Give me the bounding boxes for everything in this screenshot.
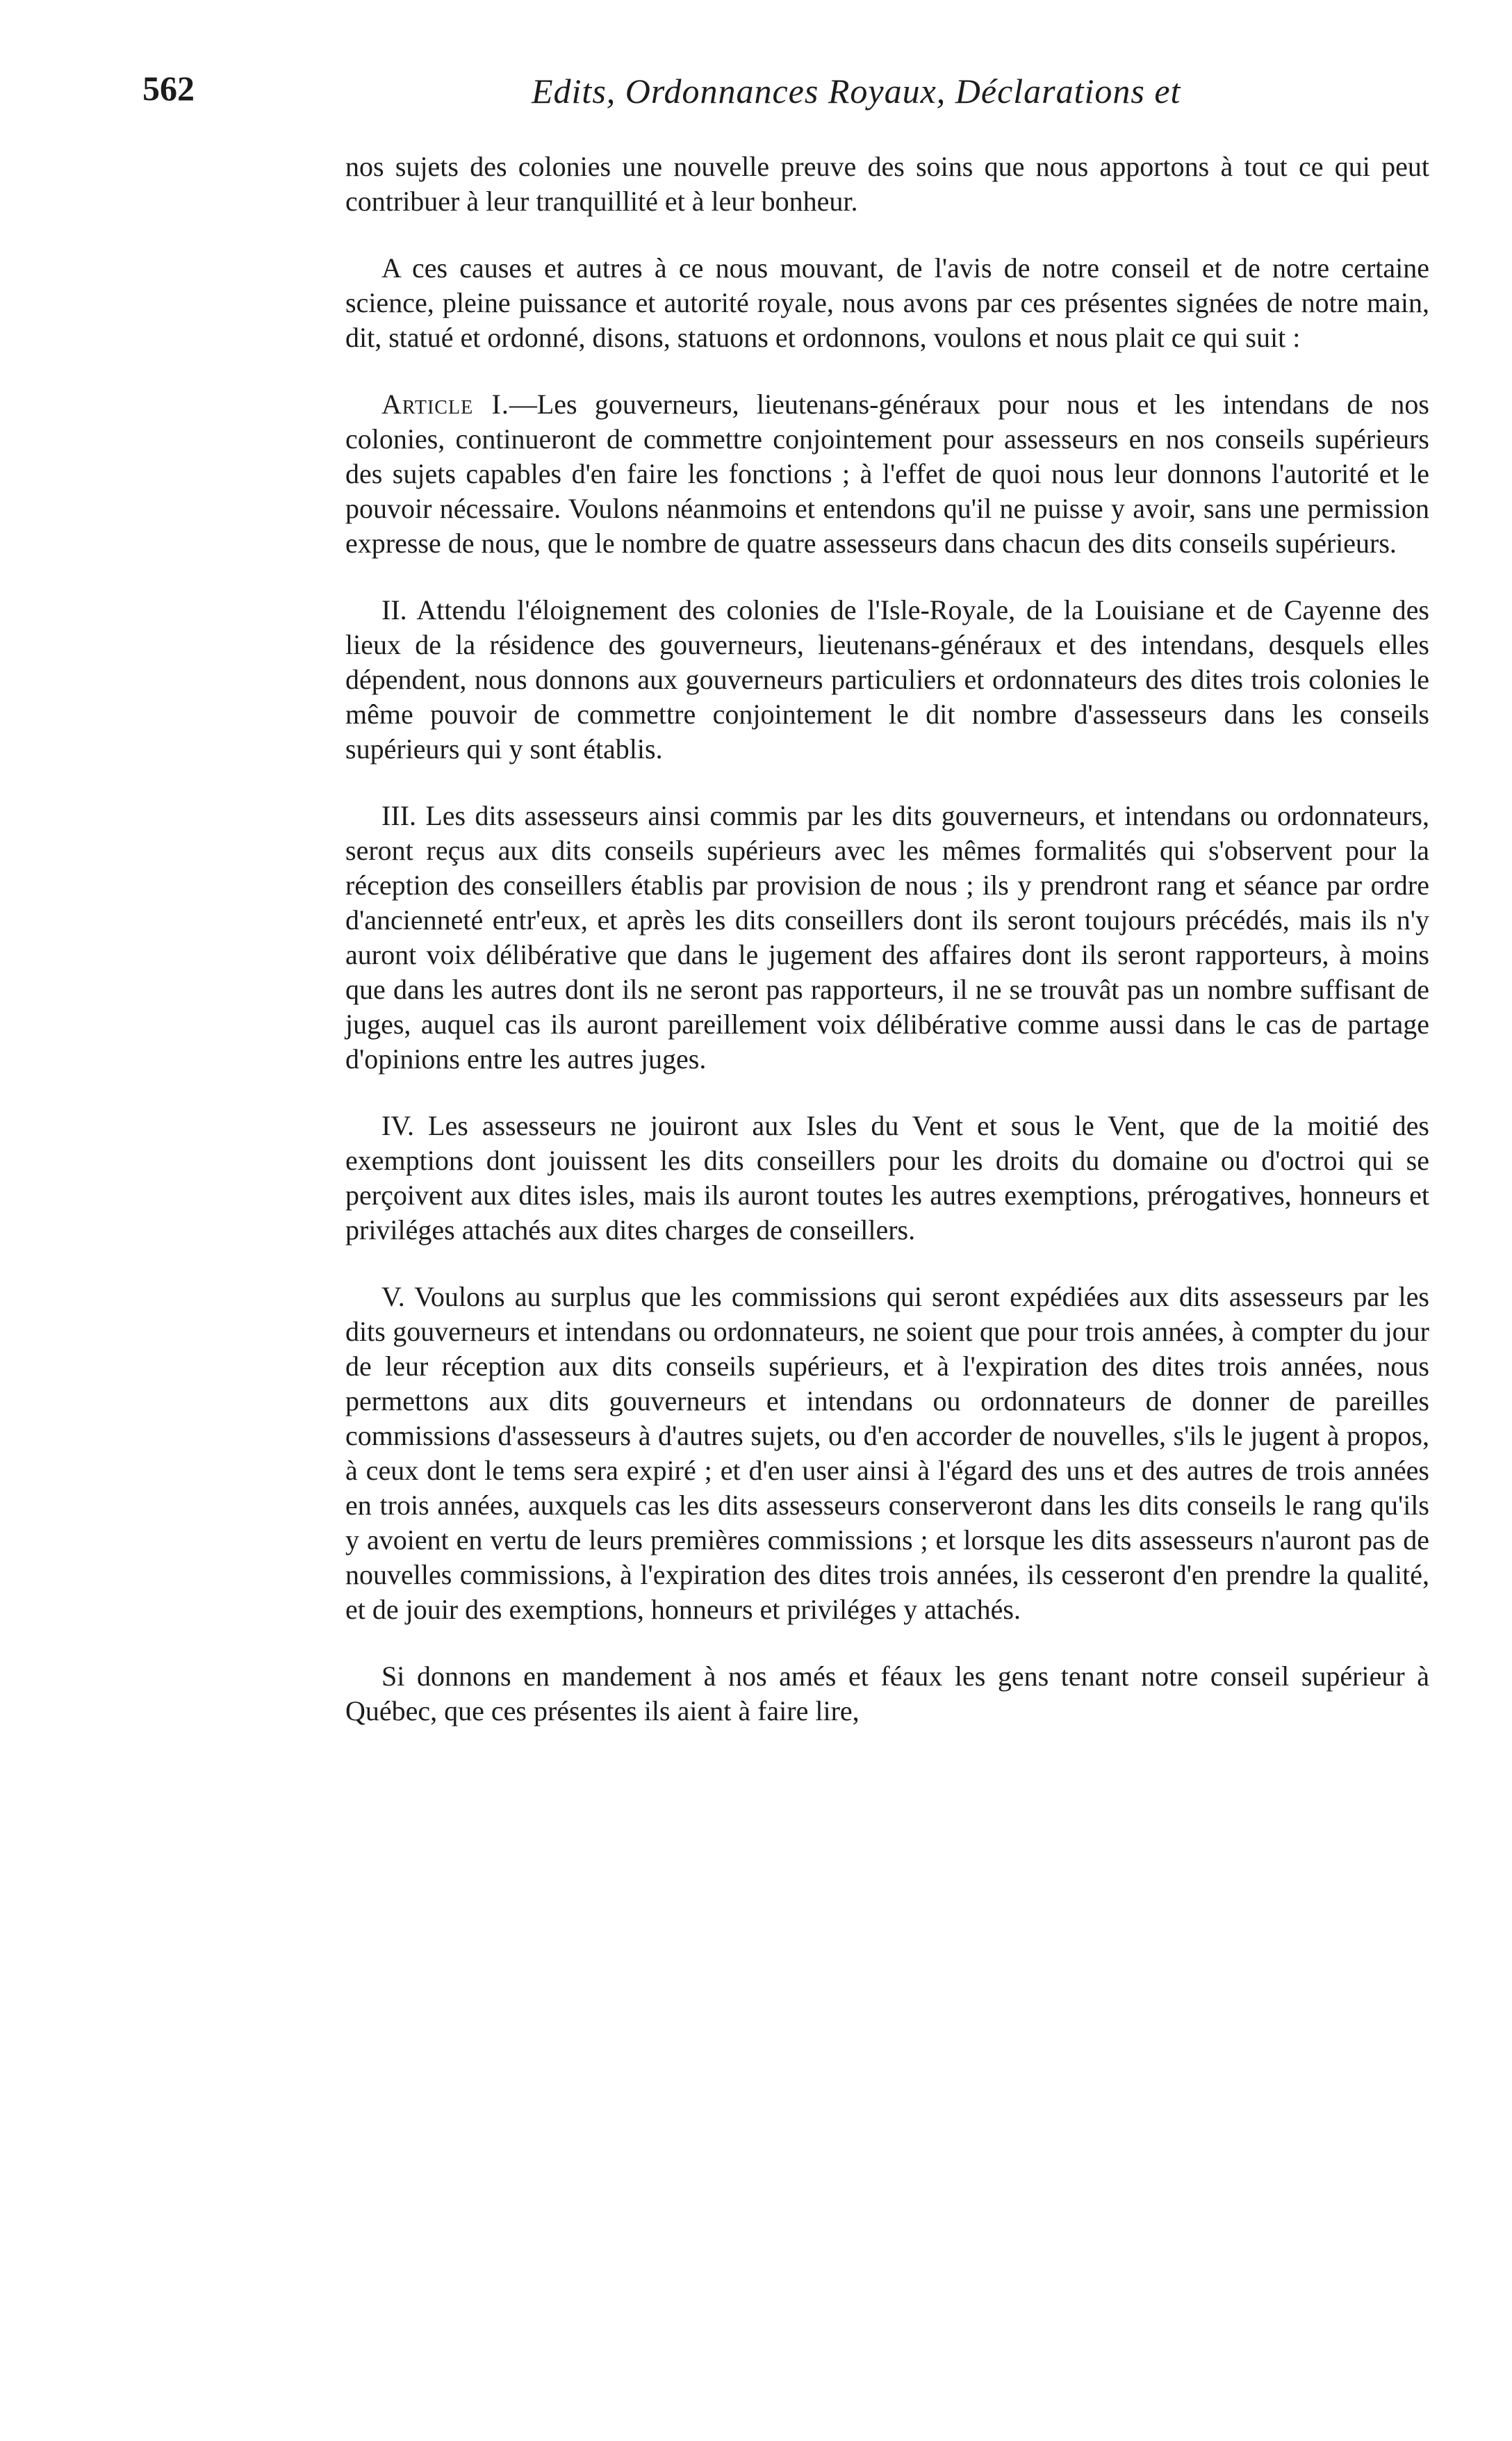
paragraph-article-5: V. Voulons au surplus que les commissions qui seront expédiées aux dits assesseurs par les dits gouverneurs et intendans ou ordonnateurs, ne soient que pour trois années, à compter du jour de leur réception aux dits conseils supérieurs, et à l'expiration des dites trois années, nous permettons aux dits gouverneurs et intendans ou ordonnateurs de donner de pareilles commissions d'assesseurs à d'autres sujets, ou d'en accorder de nouvelles, s'ils le jugent à propos, à ceux dont le tems sera expiré ; et d'en user ainsi à l'égard des uns et des autres de trois années en trois années, auxquels cas les dits assesseurs conserveront dans les dits conseils le rang qu'ils y avoient en vertu de leurs premières commissions ; et lorsque les dits assesseurs n'auront pas de nouvelles commissions, à l'expiration des dites trois années, ils cesseront d'en prendre la qualité, et de jouir des exemptions, honneurs et priviléges y attachés. <box>345 1281 1429 1625</box>
paragraph-article-4: IV. Les assesseurs ne jouiront aux Isles du Vent et sous le Vent, que de la moitié des exemptions dont jouissent les dits conseillers pour les droits du domaine ou d'octroi qui se perçoivent aux dites isles, mais ils auront toutes les autres exemptions, prérogatives, honneurs et priviléges attachés aux dites charges de conseillers. <box>345 1110 1429 1246</box>
article-heading: Article I. <box>381 389 509 420</box>
paragraph-preamble: A ces causes et autres à ce nous mouvant, de l'avis de notre conseil et de notre certaine science, pleine puissance et autorité royale, nous avons par ces présentes signées de notre main, dit, statué et ordonné, disons, statuons et ordonnons, voulons et nous plait ce qui suit : <box>345 252 1429 353</box>
paragraph-article-3: III. Les dits assesseurs ainsi commis par les dits gouverneurs, et intendans ou ordonnateurs, seront reçus aux dits conseils supérieurs avec les mêmes formalités qui s'observent pour la réception des conseillers établis par provision de nous ; ils y prendront rang et séance par ordre d'ancienneté entr'eux, et après les dits conseillers dont ils seront toujours précédés, mais ils n'y auront voix délibérative que dans le jugement des affaires dont ils seront rapporteurs, à moins que dans les autres dont ils ne seront pas rapporteurs, il ne se trouvât pas un nombre suffisant de juges, auquel cas ils auront pareillement voix délibérative comme aussi dans le cas de partage d'opinions entre les autres juges. <box>345 800 1429 1075</box>
body-text <box>345 149 1429 1761</box>
running-header <box>142 68 1442 124</box>
running-title: Edits, Ordonnances Royaux, Déclarations et <box>532 72 1181 111</box>
paragraph-mandate: Si donnons en mandement à nos amés et féaux les gens tenant notre conseil supérieur à Québec, que ces présentes ils aient à faire lire, <box>345 1660 1429 1726</box>
paragraph-article-2: II. Attendu l'éloignement des colonies de l'Isle-Royale, de la Louisiane et de Cayenne des lieux de la résidence des gouverneurs, lieutenans-généraux et des intendans, desquels elles dépendent, nous donnons aux gouverneurs particuliers et ordonnateurs des dites trois colonies le même pouvoir de commettre conjointement le dit nombre d'assesseurs dans les conseils supérieurs qui y sont établis. <box>345 594 1429 765</box>
paragraph-continuation: nos sujets des colonies une nouvelle preuve des soins que nous apportons à tout ce qui peut contribuer à leur tranquillité et à leur bonheur. <box>345 151 1429 217</box>
paragraph-article-1 <box>345 387 1429 561</box>
page-number: 562 <box>142 69 195 108</box>
article-1-text: —Les gouverneurs, lieutenans-généraux pour nous et les intendans de nos colonies, continueront de commettre conjointement pour assesseurs en nos conseils supérieurs des sujets capables d'en faire les fonctions ; à l'effet de quoi nous leur donnons l'autorité et le pouvoir nécessaire. Voulons néanmoins et entendons qu'il ne puisse y avoir, sans une permission expresse de nous, que le nombre de quatre assesseurs dans chacun des dits conseils supérieurs. <box>345 389 1429 559</box>
